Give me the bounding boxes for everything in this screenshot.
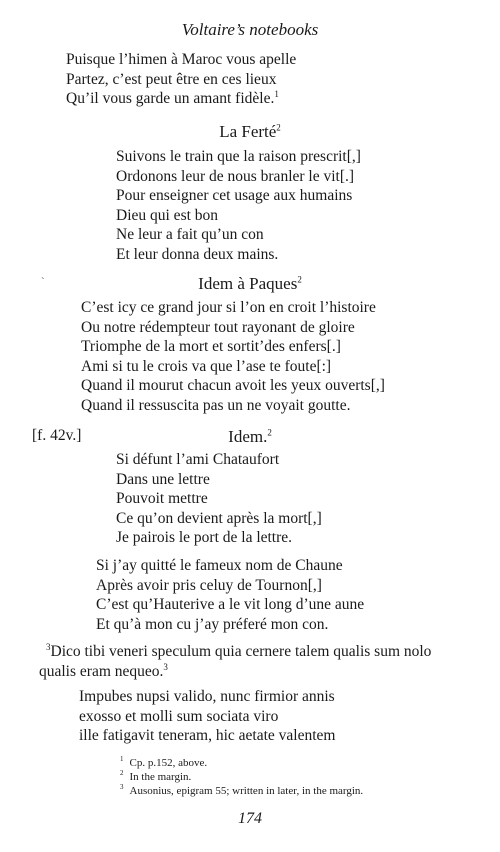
section-heading-idem: Idem.$^2$ [228, 427, 272, 446]
verse-line: Si j’ay quitté le fameux nom de Chaune [96, 557, 343, 574]
verse-line: exosso et molli sum sociata viro [79, 707, 279, 725]
footnote-ref: 2 [276, 122, 281, 133]
verse-line: Suivons le train que la raison prescrit[,] [116, 148, 361, 165]
footnote-ref: 3 [163, 661, 168, 672]
verse-line: Triomphe de la mort et sortit’des enfers[.] [81, 338, 341, 356]
poem-chaune [96, 556, 364, 634]
verse-line: Ne leur a fait qu’un con [116, 226, 264, 244]
margin-mark: ` [41, 276, 45, 288]
verse-line: Qu’il vous garde un amant fidèle.$^1$ [66, 89, 279, 108]
verse-line: Ami si tu le crois va que l’ase te foute[:] [81, 357, 332, 375]
verse-line: Quand il ressuscita pas un ne voyait goutte. [81, 396, 351, 414]
verse-line: Pouvoit mettre [116, 490, 208, 508]
footnote-ref: 2 [267, 427, 272, 438]
poem-la-ferte [116, 147, 361, 265]
verse-line: Ou notre rédempteur tout rayonant de gloire [81, 318, 355, 336]
footnote-ref: 3 [46, 641, 51, 652]
section-heading-idem-a-paques: Idem à Paques$^2$ [198, 274, 302, 293]
verse-line: Et qu’à mon cu j’ay préferé mon con. [96, 615, 329, 633]
section-heading-la-ferte: La Ferté$^2$ [219, 122, 281, 141]
latin-prose [39, 641, 486, 682]
footnote-ref: 2 [297, 274, 302, 285]
verse-line: Dieu qui est bon [116, 206, 219, 224]
footnote-ref: 1 [274, 89, 279, 100]
verse-line: Après avoir pris celuy de Tournon[,] [96, 576, 322, 594]
verse-line: Je pairois le port de la lettre. [116, 529, 293, 547]
footnotes [120, 756, 363, 798]
poem-chataufort [116, 450, 322, 548]
latin-epigram [79, 687, 335, 746]
folio-reference: [f. 42v.] [32, 427, 82, 444]
footnote: $^3$ Ausonius, epigram 55; written in later, in the margin. [120, 783, 364, 797]
poem-idem-a-paques [81, 298, 385, 416]
verse-line: Impubes nupsi valido, nunc firmior annis [79, 688, 335, 705]
prose-line: qualis eram nequeo.$^3$ [39, 661, 168, 680]
verse-line: Dans une lettre [116, 470, 210, 488]
verse-line: Pour enseigner cet usage aux humains [116, 187, 353, 205]
footnote: $^1$ Cp. p.152, above. [120, 755, 208, 769]
prose-line: $^3$Dico tibi veneri speculum quia cernere talem qualis sum nolo [46, 641, 432, 660]
verse-line: Si défunt l’ami Chataufort [116, 451, 280, 468]
page-number: 174 [238, 810, 262, 827]
verse-line: Et leur donna deux mains. [116, 245, 279, 263]
verse-line: C’est qu’Hauterive a le vit long d’une aune [96, 596, 365, 614]
running-header: Voltaire’s notebooks [181, 20, 319, 39]
verse-line: Ce qu’on devient après la mort[,] [116, 509, 322, 527]
poem-opening [66, 50, 296, 109]
verse-line: Puisque l’himen à Maroc vous apelle [66, 51, 297, 68]
footnote: $^2$ In the margin. [120, 769, 192, 783]
verse-line: C’est icy ce grand jour si l’on en croit l’histoire [81, 299, 376, 316]
verse-line: Partez, c’est peut être en ces lieux [66, 70, 277, 88]
verse-line: ille fatigavit teneram, hic aetate valentem [79, 727, 336, 745]
verse-line: Ordonons leur de nous branler le vit[.] [116, 167, 355, 185]
verse-line: Quand il mourut chacun avoit les yeux ouverts[,] [81, 377, 385, 395]
